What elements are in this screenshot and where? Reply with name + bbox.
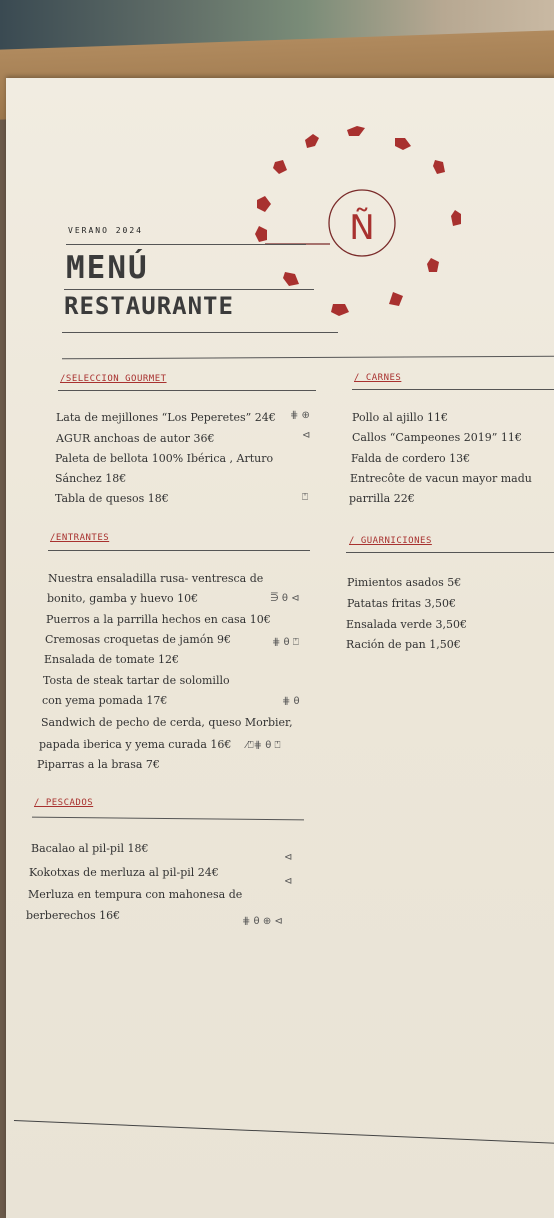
logo-letter: Ñ [349,208,375,248]
allergen-icons: ⋕ θ ⍞ [272,637,299,648]
menu-item: Cremosas croquetas de jamón 9€ [45,633,232,646]
fish-icon: ⊲ [284,876,293,887]
menu-item: berberechos 16€ [26,909,121,922]
allergen-icons: ⁄⍞⋕ θ ⍞ [246,740,281,751]
menu-item: Entrecôte de vacun mayor madu [350,472,532,485]
menu-item: Tabla de quesos 18€ [55,492,169,505]
fish-icon: ⊲ [302,430,311,441]
menu-item: Sánchez 18€ [55,472,127,485]
divider [64,289,314,290]
menu-item: bonito, gamba y huevo 10€ [47,592,199,605]
divider [32,817,304,821]
section-pescados: / PESCADOS [34,798,94,808]
divider [58,390,316,391]
menu-item: parrilla 22€ [349,492,415,505]
menu-item: Bacalao al pil-pil 18€ [31,842,149,855]
menu-item: Sandwich de pecho de cerda, queso Morbier, [41,716,293,729]
restaurant-title: RESTAURANTE [64,292,234,320]
divider [62,332,338,333]
menu-item: Tosta de steak tartar de solomillo [43,674,230,687]
menu-item: Nuestra ensaladilla rusa- ventresca de [48,572,264,585]
divider [48,550,310,551]
menu-item: Ensalada de tomate 12€ [44,653,179,666]
section-seleccion-gourmet: /SELECCION GOURMET [60,374,167,384]
fish-icon: ⊲ [284,852,293,863]
menu-item: Pollo al ajillo 11€ [352,411,448,424]
divider [352,389,554,390]
section-carnes: / CARNES [354,373,402,383]
menu-item: Ración de pan 1,50€ [346,638,461,651]
allergen-icons: ⋕ θ ⊕ ⊲ [242,916,283,927]
menu-item: Kokotxas de merluza al pil-pil 24€ [29,866,219,879]
menu-item: Falda de cordero 13€ [351,452,471,465]
section-guarniciones: / GUARNICIONES [349,536,432,546]
menu-item: Paleta de bellota 100% Ibérica , Arturo [55,452,274,465]
bottom-divider [14,1120,554,1144]
menu-item: Ensalada verde 3,50€ [346,618,468,631]
menu-item: Pimientos asados 5€ [347,576,462,589]
divider [66,244,306,245]
menu-item: Piparras a la brasa 7€ [37,758,160,771]
menu-item: Lata de mejillones “Los Peperetes” 24€ [56,411,276,424]
restaurant-logo [245,116,475,336]
divider [62,356,554,360]
menu-item: Merluza en tempura con mahonesa de [28,888,243,901]
menu-item: AGUR anchoas de autor 36€ [56,432,215,445]
menu-item: Callos “Campeones 2019” 11€ [352,431,522,444]
allergen-icons: ⋕ θ [282,696,300,707]
divider [346,552,554,553]
menu-title: MENÚ [66,250,149,286]
milk-icon: ⍞ [302,492,308,503]
section-entrantes: /ENTRANTES [50,533,110,543]
menu-item: Patatas fritas 3,50€ [347,597,457,610]
allergen-icons: ⋕ ⊕ [290,410,310,421]
season-label: VERANO 2024 [68,226,143,235]
menu-item: papada iberica y yema curada 16€ [39,738,232,751]
menu-item: Puerros a la parrilla hechos en casa 10€ [46,613,271,626]
menu-item: con yema pomada 17€ [42,694,168,707]
allergen-icons: ⋽ θ ⊲ [270,593,300,604]
